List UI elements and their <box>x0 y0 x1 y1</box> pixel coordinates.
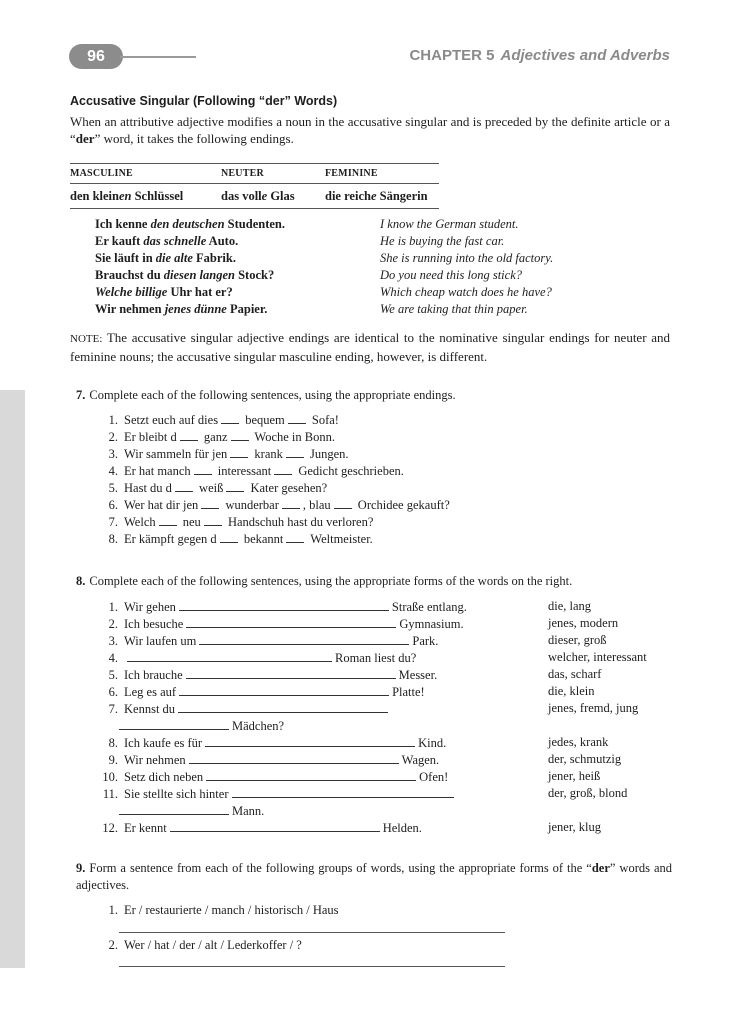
answer-line[interactable] <box>119 932 505 933</box>
exercise-item: 1. Er / restaurierte / manch / historisch / Haus <box>108 903 339 917</box>
note-label: NOTE: <box>70 333 103 345</box>
hint-words: der, schmutzig <box>548 752 622 766</box>
example-english: Which cheap watch does he have? <box>380 285 552 299</box>
blank[interactable] <box>179 683 389 696</box>
exercise-9-instruction: 9. Form a sentence from each of the following groups of words, using the appropriate forms of the “der” words and adjectives. <box>76 861 673 892</box>
blank[interactable] <box>180 428 198 441</box>
blank[interactable] <box>334 496 352 509</box>
exercise-item: 11. Sie stellte sich hinter der, groß, blond <box>102 786 628 801</box>
exercise-9-items <box>90 902 339 919</box>
blank[interactable] <box>186 615 396 628</box>
note-paragraph: NOTE: The accusative singular adjective endings are identical to the nominative singular endings for neuter and feminine nouns; the accusative singular masculine ending, however, is different. <box>70 330 670 364</box>
example-german: Ich kenne den deutschen Studenten. <box>95 217 285 231</box>
exercise-item: 10. Setz dich neben Ofen! jener, heiß <box>102 769 601 784</box>
hint-words: dieser, groß <box>548 633 607 647</box>
example-german: Sie läuft in die alte Fabrik. <box>95 251 236 265</box>
exercise-item: 5. Ich brauche Messer. das, scharf <box>108 667 602 682</box>
endings-table-row <box>70 184 439 209</box>
endings-table <box>70 163 439 209</box>
exercise-item: 3. Wir sammeln für jen krank Jungen. <box>108 447 349 461</box>
examples-german <box>95 216 285 318</box>
exercise-item: 1. Wir gehen Straße entlang. die, lang <box>108 599 592 614</box>
hint-words: das, scharf <box>548 667 602 681</box>
cell-masculine: den kleinen Schlüssel <box>70 188 184 203</box>
hint-words: jener, klug <box>548 820 601 834</box>
cell-feminine: die reiche Sängerin <box>325 188 428 203</box>
exercise-item: 5. Hast du d weiß Kater gesehen? <box>108 481 328 495</box>
blank[interactable] <box>194 462 212 475</box>
header-neuter: NEUTER <box>221 168 264 179</box>
blank[interactable] <box>220 530 238 543</box>
exercise-item: 8. Ich kaufe es für Kind. jedes, krank <box>108 735 609 750</box>
example-german: Wir nehmen jenes dünne Papier. <box>95 302 268 316</box>
intro-paragraph: When an attributive adjective modifies a noun in the accusative singular and is preceded by the definite article or a “der” word, it takes the following endings. <box>70 114 670 146</box>
hint-words: welcher, interessant <box>548 650 647 664</box>
example-english: I know the German student. <box>380 217 519 231</box>
exercise-item: 6. Wer hat dir jen wunderbar , blau Orchidee gekauft? <box>108 498 450 512</box>
blank[interactable] <box>159 513 177 526</box>
blank[interactable] <box>286 530 304 543</box>
exercise-item: 2. Ich besuche Gymnasium. jenes, modern <box>108 616 619 631</box>
blank[interactable] <box>232 785 454 798</box>
blank[interactable] <box>288 411 306 424</box>
example-german: Brauchst du diesen langen Stock? <box>95 268 275 282</box>
blank[interactable] <box>119 717 229 730</box>
exercise-item-continuation: Mann. <box>90 802 690 819</box>
exercise-item: 3. Wir laufen um Park. dieser, groß <box>108 633 607 648</box>
example-german: Er kauft das schnelle Auto. <box>95 234 239 248</box>
blank[interactable] <box>230 445 248 458</box>
hint-words: die, klein <box>548 684 595 698</box>
blank[interactable] <box>221 411 239 424</box>
example-german: Welche billige Uhr hat er? <box>95 285 233 299</box>
margin-band <box>0 390 25 968</box>
header-masculine: MASCULINE <box>70 168 133 179</box>
exercise-item-continuation: Mädchen? <box>90 717 690 734</box>
hint-words: jenes, fremd, jung <box>548 701 639 715</box>
exercise-item: 8. Er kämpft gegen d bekannt Weltmeister. <box>108 532 373 546</box>
example-english: He is buying the fast car. <box>380 234 505 248</box>
hint-words: der, groß, blond <box>548 786 628 800</box>
exercise-item: 9. Wir nehmen Wagen. der, schmutzig <box>108 752 622 767</box>
cell-neuter: das volle Glas <box>221 188 295 203</box>
examples-english <box>380 216 553 318</box>
page-number: 96 <box>69 44 123 69</box>
example-english: Do you need this long stick? <box>380 268 522 282</box>
blank[interactable] <box>189 751 399 764</box>
exercise-item: 1. Setzt euch auf dies bequem Sofa! <box>108 413 339 427</box>
hint-words: jener, heiß <box>548 769 601 783</box>
section-title: Accusative Singular (Following “der” Words) <box>70 94 338 108</box>
exercise-item: 6. Leg es auf Platte! die, klein <box>108 684 595 699</box>
header-rule <box>120 56 196 58</box>
exercise-8-instruction: 8. Complete each of the following sentences, using the appropriate forms of the words on the right. <box>76 574 573 588</box>
exercise-9-items <box>90 937 302 954</box>
exercise-item: 4. Er hat manch interessant Gedicht geschrieben. <box>108 464 404 478</box>
blank[interactable] <box>179 598 389 611</box>
blank[interactable] <box>226 479 244 492</box>
running-head <box>409 47 670 64</box>
blank[interactable] <box>205 734 415 747</box>
blank[interactable] <box>186 666 396 679</box>
chapter-label: CHAPTER 5 <box>409 47 495 64</box>
blank[interactable] <box>199 632 409 645</box>
blank[interactable] <box>231 428 249 441</box>
blank[interactable] <box>170 819 380 832</box>
header-feminine: FEMININE <box>325 168 378 179</box>
exercise-item: 7. Kennst du jenes, fremd, jung <box>108 701 639 716</box>
blank[interactable] <box>178 700 388 713</box>
blank[interactable] <box>204 513 222 526</box>
example-english: We are taking that thin paper. <box>380 302 528 316</box>
example-english: She is running into the old factory. <box>380 251 554 265</box>
blank[interactable] <box>282 496 300 509</box>
blank[interactable] <box>286 445 304 458</box>
exercise-8-items <box>90 598 690 836</box>
exercise-item: 2. Wer / hat / der / alt / Lederkoffer / ? <box>108 938 302 952</box>
chapter-title: Adjectives and Adverbs <box>500 47 670 64</box>
endings-table-header <box>70 164 439 184</box>
blank[interactable] <box>206 768 416 781</box>
blank[interactable] <box>127 649 332 662</box>
exercise-item: 12. Er kennt Helden. jener, klug <box>102 820 601 835</box>
exercise-item: 4. Roman liest du? welcher, interessant <box>108 650 647 665</box>
exercise-item: 7. Welch neu Handschuh hast du verloren? <box>108 515 374 529</box>
hint-words: jenes, modern <box>548 616 619 630</box>
blank[interactable] <box>175 479 193 492</box>
blank[interactable] <box>119 802 229 815</box>
exercise-7-items <box>90 411 450 547</box>
hint-words: jedes, krank <box>548 735 609 749</box>
exercise-item: 2. Er bleibt d ganz Woche in Bonn. <box>108 430 335 444</box>
blank[interactable] <box>201 496 219 509</box>
blank[interactable] <box>274 462 292 475</box>
exercise-7-instruction: 7. Complete each of the following sentences, using the appropriate endings. <box>76 388 456 402</box>
answer-line[interactable] <box>119 966 505 967</box>
hint-words: die, lang <box>548 599 592 613</box>
